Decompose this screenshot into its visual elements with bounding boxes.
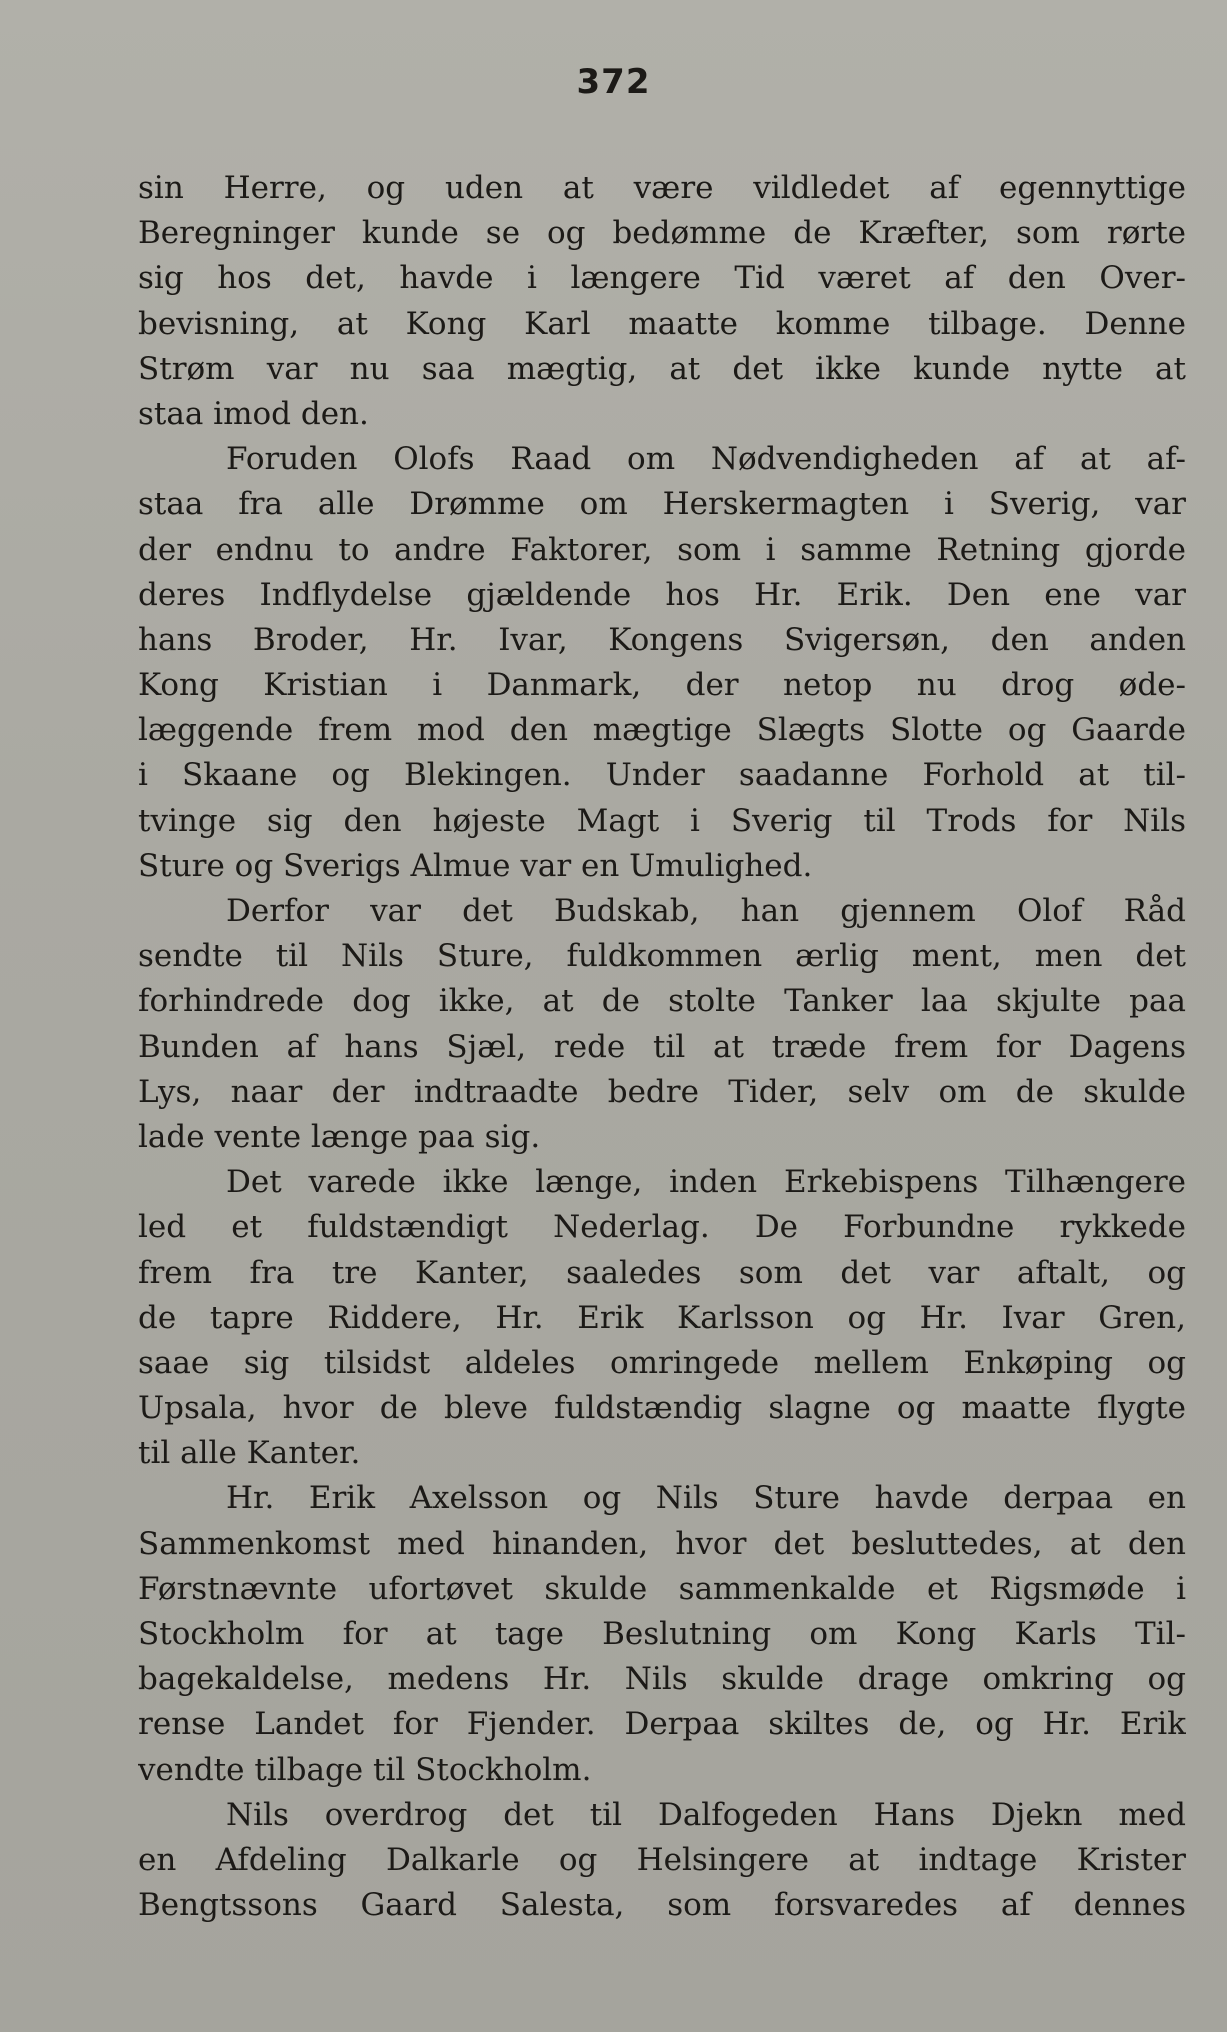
text-line: lade vente længe paa sig. [138, 1118, 541, 1155]
text-line: sendte til Nils Sture, fuldkommen ærlig ment, men det [138, 938, 1186, 975]
text-line: Upsala, hvor de bleve fuldstændig slagne og maatte flygte [138, 1390, 1186, 1427]
text-line: tvinge sig den højeste Magt i Sverig til Trods for Nils [138, 802, 1186, 839]
text-line: en Afdeling Dalkarle og Helsingere at indtage Krister [138, 1841, 1186, 1878]
text-line: Lys, naar der indtraadte bedre Tider, selv om de skulde [138, 1073, 1186, 1110]
page-number: 372 [576, 62, 651, 102]
text-line: forhindrede dog ikke, at de stolte Tanker laa skjulte paa [138, 983, 1186, 1020]
text-line: led et fuldstændigt Nederlag. De Forbundne rykkede [138, 1209, 1186, 1246]
text-line: Kong Kristian i Danmark, der netop nu drog øde- [138, 667, 1186, 704]
body-text [138, 166, 1186, 1928]
text-line: hans Broder, Hr. Ivar, Kongens Svigersøn, den anden [138, 621, 1186, 658]
text-line: Nils overdrog det til Dalfogeden Hans Djekn med [226, 1796, 1186, 1833]
text-line: i Skaane og Blekingen. Under saadanne Forhold at til- [138, 757, 1186, 794]
text-line: Foruden Olofs Raad om Nødvendigheden af at af- [226, 441, 1186, 478]
text-line: bagekaldelse, medens Hr. Nils skulde drage omkring og [138, 1661, 1186, 1698]
text-line: rense Landet for Fjender. Derpaa skiltes de, og Hr. Erik [138, 1706, 1186, 1743]
text-line: Bengtssons Gaard Salesta, som forsvaredes af dennes [138, 1887, 1186, 1924]
text-line: Bunden af hans Sjæl, rede til at træde frem for Dagens [138, 1028, 1186, 1065]
text-line: Stockholm for at tage Beslutning om Kong Karls Til- [138, 1616, 1186, 1652]
text-line: Strøm var nu saa mægtig, at det ikke kunde nytte at [138, 350, 1186, 387]
text-line: staa imod den. [138, 395, 369, 432]
text-line: frem fra tre Kanter, saaledes som det var aftalt, og [138, 1254, 1186, 1291]
text-line: deres Indflydelse gjældende hos Hr. Erik. Den ene var [138, 576, 1186, 613]
text-line: vendte tilbage til Stockholm. [138, 1751, 592, 1788]
text-line: Derfor var det Budskab, han gjennem Olof Råd [226, 893, 1186, 929]
text-line: bevisning, at Kong Karl maatte komme tilbage. Denne [138, 305, 1186, 342]
text-line: saae sig tilsidst aldeles omringede mellem Enkøping og [138, 1344, 1186, 1381]
text-line: Beregninger kunde se og bedømme de Kræfter, som rørte [138, 215, 1186, 252]
text-line: Sammenkomst med hinanden, hvor det besluttedes, at den [138, 1525, 1186, 1562]
text-line: Det varede ikke længe, inden Erkebispens Tilhængere [226, 1164, 1186, 1201]
text-line: læggende frem mod den mægtige Slægts Slotte og Gaarde [138, 712, 1186, 749]
text-line: der endnu to andre Faktorer, som i samme Retning gjorde [138, 531, 1186, 568]
text-line: staa fra alle Drømme om Herskermagten i Sverig, var [138, 486, 1186, 523]
text-line: sin Herre, og uden at være vildledet af egennyttige [138, 170, 1186, 206]
text-line: de tapre Riddere, Hr. Erik Karlsson og Hr. Ivar Gren, [138, 1299, 1186, 1336]
text-line: Førstnævnte ufortøvet skulde sammenkalde et Rigsmøde i [138, 1570, 1186, 1607]
text-line: Hr. Erik Axelsson og Nils Sture havde derpaa en [226, 1480, 1186, 1517]
text-line: Sture og Sverigs Almue var en Umulighed. [138, 847, 813, 884]
text-line: til alle Kanter. [138, 1435, 361, 1472]
text-line: sig hos det, havde i længere Tid været af den Over- [138, 260, 1186, 297]
